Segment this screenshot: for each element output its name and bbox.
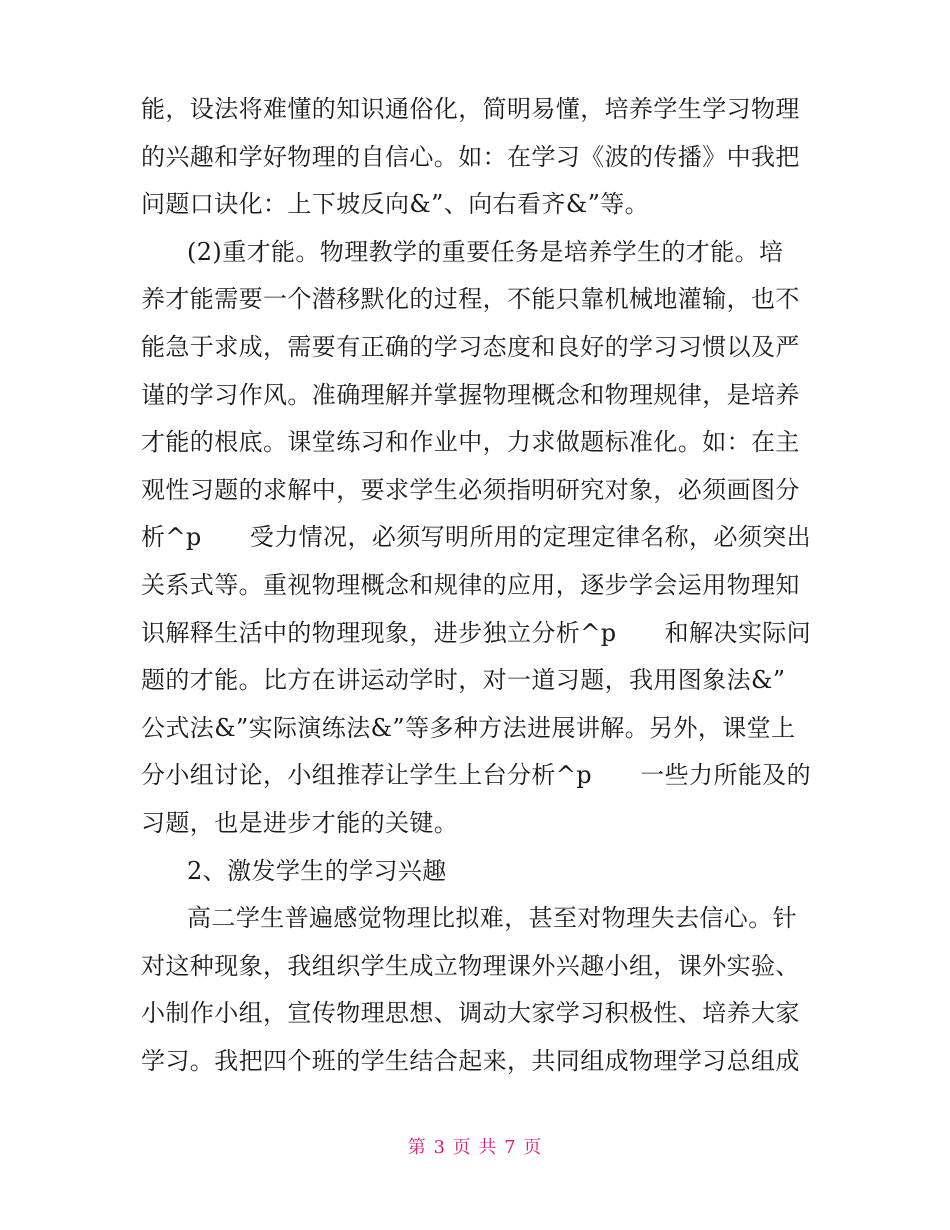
text-line: 析^p 受力情况，必须写明所用的定理定律名称，必须突出 [141, 523, 812, 552]
text-line: 公式法&”实际演练法&”等多种方法进展讲解。另外，课堂上 [141, 713, 796, 742]
text-line: 小制作小组，宣传物理思想、调动大家学习积极性、培养大家 [141, 999, 800, 1028]
text-line: 习题，也是进步才能的关键。 [141, 808, 459, 837]
page-number-footer: 第 3 页 共 7 页 [407, 1137, 543, 1158]
text-line: (2)重才能。物理教学的重要任务是培养学生的才能。培 [187, 237, 784, 266]
text-line: 能，设法将难懂的知识通俗化，简明易懂，培养学生学习物理 [141, 95, 800, 123]
text-line: 高二学生普遍感觉物理比拟难，甚至对物理失去信心。针 [187, 904, 797, 933]
text-line: 问题口诀化：上下坡反向&”、向右看齐&”等。 [141, 190, 650, 219]
text-line: 分小组讨论，小组推荐让学生上台分析^p 一些力所能及的 [141, 761, 812, 790]
text-line: 对这种现象，我组织学生成立物理课外兴趣小组，课外实验、 [141, 951, 800, 980]
text-line: 养才能需要一个潜移默化的过程，不能只靠机械地灌输，也不 [141, 285, 800, 314]
text-line: 的兴趣和学好物理的自信心。如：在学习《波的传播》中我把 [141, 142, 800, 171]
text-line: 2、激发学生的学习兴趣 [187, 856, 447, 885]
text-line: 识解释生活中的物理现象，进步独立分析^p 和解决实际问 [141, 618, 812, 647]
text-line: 才能的根底。课堂练习和作业中，力求做题标准化。如：在主 [141, 428, 800, 457]
text-line: 能急于求成，需要有正确的学习态度和良好的学习习惯以及严 [141, 332, 800, 361]
text-line: 题的才能。比方在讲运动学时，对一道习题，我用图象法&” [141, 666, 786, 695]
text-line: 关系式等。重视物理概念和规律的应用，逐步学会运用物理知 [141, 570, 800, 599]
text-line: 谨的学习作风。准确理解并掌握物理概念和物理规律，是培养 [141, 380, 800, 409]
body-text [141, 86, 821, 1085]
text-line: 学习。我把四个班的学生结合起来，共同组成物理学习总组成 [141, 1046, 800, 1075]
text-line: 观性习题的求解中，要求学生必须指明研究对象，必须画图分 [141, 475, 800, 504]
